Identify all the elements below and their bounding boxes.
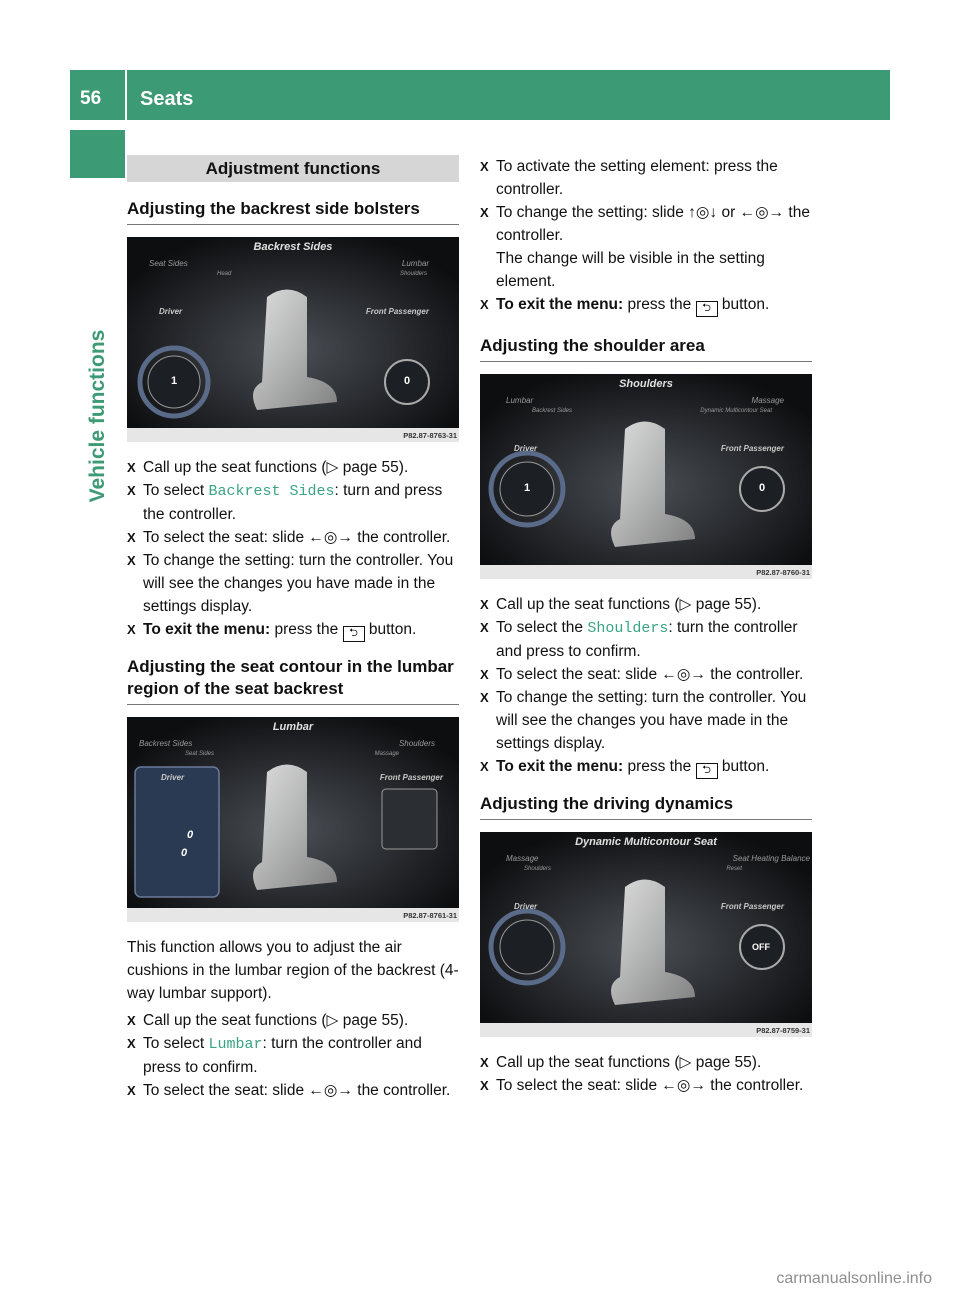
controller-slide-icon: ←◎→ — [739, 204, 785, 221]
display-menu-right: Seat Heating Balance — [732, 854, 810, 863]
figure-reference: P82.87-8760-31 — [756, 568, 810, 577]
display-menu-left-sub: Shoulders — [524, 866, 552, 872]
x-arrow-icon: X — [480, 1078, 489, 1093]
display-menu-right: Lumbar — [401, 259, 429, 268]
controller-slide-vertical-icon: ↑◎↓ — [688, 204, 718, 221]
x-arrow-icon: X — [480, 597, 489, 612]
heading-backrest-side-bolsters: Adjusting the backrest side bolsters — [127, 198, 459, 225]
display-menu-left-sub: Head — [217, 271, 232, 277]
display-driver-label: Driver — [161, 773, 185, 782]
list-item: X To change the setting: slide ↑◎↓ or ←◎→ the controller. The change will be visible in the setting element. — [480, 201, 812, 293]
screenshot-backrest-sides — [127, 237, 459, 442]
display-passenger-label: Front Passenger — [720, 444, 784, 453]
list-item: X To select the seat: slide ←◎→ the controller. — [480, 663, 812, 686]
heading-driving-dynamics: Adjusting the driving dynamics — [480, 793, 812, 820]
x-arrow-icon: X — [480, 159, 489, 174]
right-column — [480, 155, 812, 1097]
page-ref-arrow-icon: ▷ — [679, 1054, 692, 1071]
display-menu-left: Seat Sides — [149, 259, 188, 268]
display-menu-left-sub: Backrest Sides — [532, 408, 573, 414]
paragraph: This function allows you to adjust the air cushions in the lumbar region of the backrest (4-way lumbar support). — [127, 939, 459, 1002]
list-item: X Call up the seat functions (▷ page 55). — [480, 593, 812, 616]
display-driver-value: 0 — [181, 847, 188, 859]
display-menu-right-sub: Dynamic Multicontour Seat — [700, 408, 772, 414]
screenshot-dynamic-multicontour — [480, 832, 812, 1037]
controller-slide-icon: ←◎→ — [661, 666, 706, 683]
screenshot-shoulders — [480, 374, 812, 579]
display-passenger-label: Front Passenger — [379, 773, 443, 782]
back-button-icon: ⮌ — [696, 763, 718, 779]
watermark: carmanualsonline.info — [776, 1270, 932, 1287]
x-arrow-icon: X — [127, 483, 136, 498]
list-item: X Call up the seat functions (▷ page 55). — [127, 1009, 459, 1032]
controller-slide-icon: ←◎→ — [661, 1077, 706, 1094]
list-item: X To select the seat: slide ←◎→ the controller. — [127, 1079, 459, 1102]
list-item: X To select the Shoulders: turn the controller and press to confirm. — [480, 616, 812, 663]
display-driver-label: Driver — [159, 307, 183, 316]
display-driver-label: Driver — [514, 444, 538, 453]
back-button-icon: ⮌ — [696, 301, 718, 317]
x-arrow-icon: X — [480, 690, 489, 705]
display-menu-left-sub: Seat Sides — [185, 751, 215, 757]
figure-reference: P82.87-8759-31 — [756, 1026, 810, 1035]
page-ref-arrow-icon: ▷ — [679, 596, 692, 613]
list-item: X To activate the setting element: press the controller. — [480, 155, 812, 201]
display-passenger-value: 0 — [404, 375, 411, 387]
x-arrow-icon: X — [127, 622, 136, 637]
list-item: X To select Lumbar: turn the controller and press to confirm. — [127, 1032, 459, 1079]
display-menu-right-sub: Reset — [726, 866, 742, 872]
list-item: X Call up the seat functions (▷ page 55). — [127, 456, 459, 479]
display-passenger-value: 0 — [759, 482, 766, 494]
list-item: X To select Backrest Sides: turn and press the controller. — [127, 479, 459, 526]
list-item: X To exit the menu: press the ⮌ button. — [480, 755, 812, 779]
display-passenger-label: Front Passenger — [720, 902, 784, 911]
display-title: Lumbar — [272, 721, 314, 733]
display-menu-right-sub: Shoulders — [399, 271, 427, 277]
list-item: X To exit the menu: press the ⮌ button. — [127, 618, 459, 642]
side-tab-block — [70, 130, 125, 178]
x-arrow-icon: X — [127, 1083, 136, 1098]
x-arrow-icon: X — [480, 1055, 489, 1070]
display-menu-right: Shoulders — [398, 739, 435, 748]
x-arrow-icon: X — [127, 1013, 136, 1028]
list-item: X To change the setting: turn the controller. You will see the changes you have made in the settings display. — [480, 686, 812, 755]
display-menu-left: Backrest Sides — [139, 739, 193, 748]
x-arrow-icon: X — [127, 553, 136, 568]
x-arrow-icon: X — [480, 667, 489, 682]
display-menu-right: Massage — [751, 396, 784, 405]
x-arrow-icon: X — [127, 1036, 136, 1051]
display-menu-left: Massage — [506, 854, 539, 863]
display-passenger-value: OFF — [752, 942, 770, 952]
display-text-lumbar: Lumbar — [208, 1036, 263, 1053]
heading-lumbar-contour: Adjusting the seat contour in the lumbar region of the seat backrest — [127, 656, 459, 705]
display-passenger-label: Front Passenger — [365, 307, 429, 316]
list-item: X To select the seat: slide ←◎→ the controller. — [127, 526, 459, 549]
page-ref-arrow-icon: ▷ — [326, 1012, 339, 1029]
display-text-backrest-sides: Backrest Sides — [208, 483, 335, 500]
controller-slide-icon: ←◎→ — [308, 1082, 353, 1099]
page-number: 56 — [80, 88, 102, 109]
section-band-title: Adjustment functions — [127, 155, 459, 182]
list-item: X To change the setting: turn the controller. You will see the changes you have made in the settings display. — [127, 549, 459, 618]
display-driver-value: 1 — [171, 375, 178, 387]
chapter-title: Seats — [140, 88, 194, 110]
x-arrow-icon: X — [480, 205, 489, 220]
display-text-shoulders: Shoulders — [587, 620, 669, 637]
side-tab-label: Vehicle functions — [86, 329, 109, 503]
x-arrow-icon: X — [480, 759, 489, 774]
list-item: X Call up the seat functions (▷ page 55). — [480, 1051, 812, 1074]
heading-shoulder-area: Adjusting the shoulder area — [480, 335, 812, 362]
display-driver-value: 0 — [187, 829, 194, 841]
page-ref-arrow-icon: ▷ — [326, 459, 339, 476]
x-arrow-icon: X — [127, 530, 136, 545]
list-item: X To select the seat: slide ←◎→ the controller. — [480, 1074, 812, 1097]
x-arrow-icon: X — [480, 297, 489, 312]
display-title: Shoulders — [619, 378, 673, 390]
figure-reference: P82.87-8761-31 — [403, 911, 457, 920]
list-item: X To exit the menu: press the ⮌ button. — [480, 293, 812, 317]
screenshot-lumbar — [127, 717, 459, 922]
left-column — [127, 155, 459, 1102]
display-menu-left: Lumbar — [506, 396, 534, 405]
display-title: Dynamic Multicontour Seat — [575, 836, 717, 848]
controller-slide-icon: ←◎→ — [308, 529, 353, 546]
x-arrow-icon: X — [127, 460, 136, 475]
display-driver-value: 1 — [524, 482, 531, 494]
figure-reference: P82.87-8763-31 — [403, 431, 457, 440]
display-title: Backrest Sides — [253, 241, 333, 253]
display-menu-right-sub: Massage — [374, 751, 399, 757]
header-divider — [125, 70, 127, 120]
display-driver-label: Driver — [514, 902, 538, 911]
back-button-icon: ⮌ — [343, 626, 365, 642]
x-arrow-icon: X — [480, 620, 489, 635]
